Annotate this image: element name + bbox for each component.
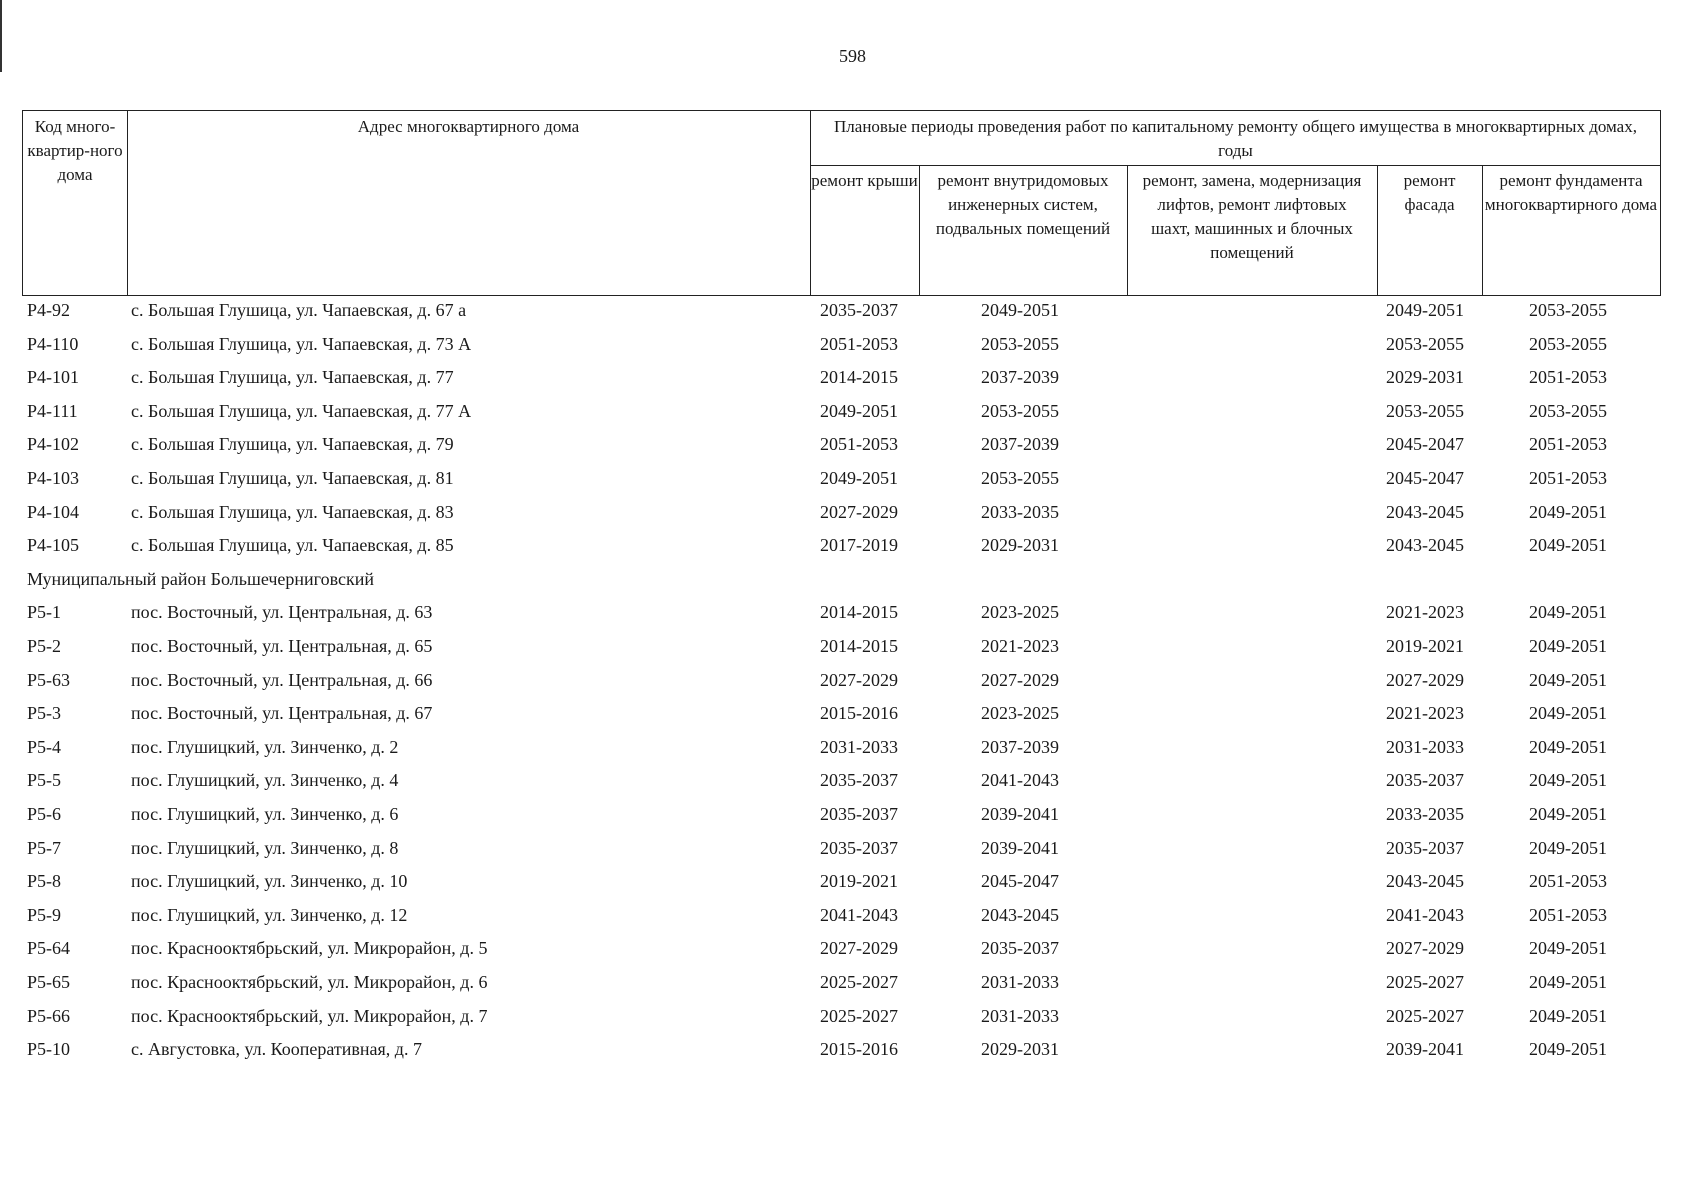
row-foundation-period: 2049-2051 — [1529, 535, 1607, 556]
row-facade-period: 2021-2023 — [1386, 703, 1464, 724]
row-code: Р5-8 — [27, 871, 62, 892]
row-code: Р5-6 — [27, 804, 62, 824]
row-engineering-period: 2037-2039 — [981, 434, 1059, 455]
table-row — [0, 831, 1705, 865]
row-foundation-period: 2049-2051 — [1529, 837, 1607, 858]
row-engineering-period: 2027-2029 — [981, 669, 1059, 690]
row-roof-period: 2031-2033 — [820, 736, 898, 757]
row-foundation-period: 2049-2051 — [1529, 938, 1607, 959]
row-engineering-period: 2035-2037 — [981, 938, 1059, 959]
row-facade-period: 2035-2037 — [1386, 837, 1464, 858]
row-foundation-period: 2049-2051 — [1529, 602, 1607, 623]
table-row — [0, 696, 1705, 730]
row-engineering-period: 2031-2033 — [981, 972, 1059, 992]
row-address: пос. Глушицкий, ул. Зинченко, д. 2 — [131, 736, 399, 757]
row-roof-period: 2014-2015 — [820, 636, 898, 656]
row-address: пос. Глушицкий, ул. Зинченко, д. 6 — [131, 804, 399, 824]
table-row — [0, 394, 1705, 428]
row-roof-period: 2051-2053 — [820, 333, 898, 354]
row-code: Р5-63 — [27, 669, 71, 690]
header-roof: ремонт крыши — [811, 171, 918, 190]
row-foundation-period: 2049-2051 — [1529, 736, 1607, 757]
row-engineering-period: 2029-2031 — [981, 535, 1059, 556]
row-address: пос. Глушицкий, ул. Зинченко, д. 12 — [131, 904, 408, 925]
row-facade-period: 2033-2035 — [1386, 804, 1464, 824]
row-foundation-period: 2051-2053 — [1529, 468, 1607, 488]
table-row — [0, 898, 1705, 932]
row-facade-period: 2029-2031 — [1386, 367, 1464, 388]
row-code: Р4-103 — [27, 468, 80, 488]
table-row — [0, 595, 1705, 629]
row-foundation-period: 2049-2051 — [1529, 636, 1607, 656]
row-engineering-period: 2029-2031 — [981, 1039, 1059, 1060]
row-foundation-period: 2053-2055 — [1529, 333, 1607, 354]
row-facade-period: 2027-2029 — [1386, 669, 1464, 690]
row-engineering-period: 2053-2055 — [981, 333, 1059, 354]
page-number: 598 — [839, 46, 866, 66]
row-engineering-period: 2033-2035 — [981, 501, 1059, 522]
row-facade-period: 2043-2045 — [1386, 501, 1464, 522]
row-code: Р4-105 — [27, 535, 80, 556]
row-code: Р5-1 — [27, 602, 62, 623]
row-facade-period: 2019-2021 — [1386, 636, 1464, 656]
row-code: Р4-111 — [27, 400, 78, 421]
row-roof-period: 2014-2015 — [820, 367, 898, 388]
row-foundation-period: 2051-2053 — [1529, 367, 1607, 388]
table-row — [0, 797, 1705, 831]
row-address: пос. Глушицкий, ул. Зинченко, д. 4 — [131, 770, 399, 791]
row-foundation-period: 2049-2051 — [1529, 804, 1607, 824]
row-facade-period: 2035-2037 — [1386, 770, 1464, 791]
row-engineering-period: 2023-2025 — [981, 703, 1059, 724]
table-row — [0, 931, 1705, 965]
header-divider — [810, 111, 811, 295]
table-row — [0, 528, 1705, 562]
row-roof-period: 2027-2029 — [820, 501, 898, 522]
row-code: Р5-9 — [27, 904, 62, 925]
row-facade-period: 2041-2043 — [1386, 904, 1464, 925]
table-row — [0, 965, 1705, 999]
table-row — [0, 1032, 1705, 1066]
row-facade-period: 2045-2047 — [1386, 434, 1464, 455]
table-header — [22, 110, 1661, 296]
row-foundation-period: 2051-2053 — [1529, 904, 1607, 925]
row-code: Р5-5 — [27, 770, 62, 791]
row-code: Р5-3 — [27, 703, 62, 724]
row-engineering-period: 2031-2033 — [981, 1005, 1059, 1026]
header-divider — [810, 165, 1660, 166]
header-engineering: ремонт внутридомовых инженерных систем, подвальных помещений — [935, 171, 1111, 238]
row-roof-period: 2027-2029 — [820, 938, 898, 959]
table-row — [0, 629, 1705, 663]
row-code: Р5-7 — [27, 837, 62, 858]
table-row — [0, 461, 1705, 495]
row-address: пос. Восточный, ул. Центральная, д. 63 — [131, 602, 433, 623]
table-row — [0, 864, 1705, 898]
row-roof-period: 2049-2051 — [820, 468, 898, 488]
row-code: Р5-2 — [27, 636, 62, 656]
row-address: с. Большая Глушица, ул. Чапаевская, д. 81 — [131, 468, 454, 488]
row-engineering-period: 2037-2039 — [981, 367, 1059, 388]
row-address: пос. Глушицкий, ул. Зинченко, д. 8 — [131, 837, 399, 858]
row-roof-period: 2035-2037 — [820, 770, 898, 791]
row-roof-period: 2019-2021 — [820, 871, 898, 892]
row-foundation-period: 2049-2051 — [1529, 770, 1607, 791]
row-address: с. Большая Глушица, ул. Чапаевская, д. 79 — [131, 434, 454, 455]
row-address: с. Большая Глушица, ул. Чапаевская, д. 85 — [131, 535, 454, 556]
row-roof-period: 2041-2043 — [820, 904, 898, 925]
row-address: пос. Краснооктябрьский, ул. Микрорайон, д. 5 — [131, 938, 488, 959]
row-foundation-period: 2053-2055 — [1529, 400, 1607, 421]
row-foundation-period: 2051-2053 — [1529, 434, 1607, 455]
row-roof-period: 2015-2016 — [820, 1039, 898, 1060]
row-code: Р4-92 — [27, 300, 71, 320]
row-facade-period: 2025-2027 — [1386, 1005, 1464, 1026]
row-address: пос. Глушицкий, ул. Зинченко, д. 10 — [131, 871, 408, 892]
row-engineering-period: 2041-2043 — [981, 770, 1059, 791]
table-row — [0, 730, 1705, 764]
table-row — [0, 763, 1705, 797]
row-address: с. Большая Глушица, ул. Чапаевская, д. 77 — [131, 367, 454, 388]
section-row — [0, 562, 1705, 596]
row-engineering-period: 2045-2047 — [981, 871, 1059, 892]
row-engineering-period: 2053-2055 — [981, 468, 1059, 488]
table-row — [0, 427, 1705, 461]
row-facade-period: 2039-2041 — [1386, 1039, 1464, 1060]
table-row — [0, 293, 1705, 327]
row-address: пос. Краснооктябрьский, ул. Микрорайон, д. 7 — [131, 1005, 488, 1026]
row-address: с. Августовка, ул. Кооперативная, д. 7 — [131, 1039, 422, 1060]
row-foundation-period: 2053-2055 — [1529, 300, 1607, 320]
row-code: Р4-102 — [27, 434, 80, 455]
row-facade-period: 2049-2051 — [1386, 300, 1464, 320]
row-address: с. Большая Глушица, ул. Чапаевская, д. 67 а — [131, 300, 467, 320]
row-foundation-period: 2049-2051 — [1529, 1005, 1607, 1026]
row-address: пос. Восточный, ул. Центральная, д. 66 — [131, 669, 433, 690]
table-row — [0, 999, 1705, 1033]
row-address: пос. Восточный, ул. Центральная, д. 65 — [131, 636, 433, 656]
table-row — [0, 327, 1705, 361]
row-roof-period: 2015-2016 — [820, 703, 898, 724]
row-roof-period: 2014-2015 — [820, 602, 898, 623]
row-code: Р4-101 — [27, 367, 80, 388]
row-foundation-period: 2049-2051 — [1529, 669, 1607, 690]
row-roof-period: 2035-2037 — [820, 300, 898, 320]
header-address: Адрес многоквартирного дома — [357, 117, 580, 136]
row-roof-period: 2035-2037 — [820, 837, 898, 858]
row-engineering-period: 2021-2023 — [981, 636, 1059, 656]
row-facade-period: 2043-2045 — [1386, 535, 1464, 556]
row-code: Р5-4 — [27, 736, 62, 757]
row-engineering-period: 2043-2045 — [981, 904, 1059, 925]
row-code: Р5-10 — [27, 1039, 71, 1060]
table-row — [0, 663, 1705, 697]
row-foundation-period: 2049-2051 — [1529, 972, 1607, 992]
row-roof-period: 2025-2027 — [820, 972, 898, 992]
row-address: с. Большая Глушица, ул. Чапаевская, д. 83 — [131, 501, 454, 522]
row-facade-period: 2027-2029 — [1386, 938, 1464, 959]
row-foundation-period: 2051-2053 — [1529, 871, 1607, 892]
section-title: Муниципальный район Большечерниговский — [27, 568, 375, 589]
row-facade-period: 2025-2027 — [1386, 972, 1464, 992]
row-foundation-period: 2049-2051 — [1529, 501, 1607, 522]
header-foundation: ремонт фундамента многоквартирного дома — [1484, 171, 1658, 214]
row-code: Р4-110 — [27, 333, 79, 354]
row-roof-period: 2035-2037 — [820, 804, 898, 824]
row-roof-period: 2025-2027 — [820, 1005, 898, 1026]
row-engineering-period: 2023-2025 — [981, 602, 1059, 623]
table-row — [0, 360, 1705, 394]
row-code: Р5-65 — [27, 972, 71, 992]
row-facade-period: 2021-2023 — [1386, 602, 1464, 623]
row-foundation-period: 2049-2051 — [1529, 703, 1607, 724]
table-row — [0, 495, 1705, 529]
header-code: Код много-квартир-ного дома — [27, 117, 123, 184]
row-code: Р5-66 — [27, 1005, 71, 1026]
header-facade: ремонт фасада — [1403, 171, 1456, 214]
row-facade-period: 2053-2055 — [1386, 400, 1464, 421]
row-facade-period: 2031-2033 — [1386, 736, 1464, 757]
row-engineering-period: 2039-2041 — [981, 804, 1059, 824]
row-engineering-period: 2039-2041 — [981, 837, 1059, 858]
row-roof-period: 2027-2029 — [820, 669, 898, 690]
header-lifts: ремонт, замена, модернизация лифтов, ремонт лифтовых шахт, машинных и блочных помещений — [1142, 171, 1362, 262]
row-roof-period: 2049-2051 — [820, 400, 898, 421]
row-facade-period: 2045-2047 — [1386, 468, 1464, 488]
row-facade-period: 2043-2045 — [1386, 871, 1464, 892]
row-roof-period: 2051-2053 — [820, 434, 898, 455]
row-foundation-period: 2049-2051 — [1529, 1039, 1607, 1060]
row-address: с. Большая Глушица, ул. Чапаевская, д. 73 А — [131, 333, 472, 354]
row-code: Р4-104 — [27, 501, 80, 522]
row-address: пос. Краснооктябрьский, ул. Микрорайон, д. 6 — [131, 972, 488, 992]
row-address: с. Большая Глушица, ул. Чапаевская, д. 77 А — [131, 400, 472, 421]
row-code: Р5-64 — [27, 938, 71, 959]
header-periods-group: Плановые периоды проведения работ по капитальному ремонту общего имущества в многоквартирных домах, годы — [834, 117, 1637, 160]
row-address: пос. Восточный, ул. Центральная, д. 67 — [131, 703, 433, 724]
row-facade-period: 2053-2055 — [1386, 333, 1464, 354]
row-engineering-period: 2053-2055 — [981, 400, 1059, 421]
row-roof-period: 2017-2019 — [820, 535, 898, 556]
row-engineering-period: 2037-2039 — [981, 736, 1059, 757]
row-engineering-period: 2049-2051 — [981, 300, 1059, 320]
